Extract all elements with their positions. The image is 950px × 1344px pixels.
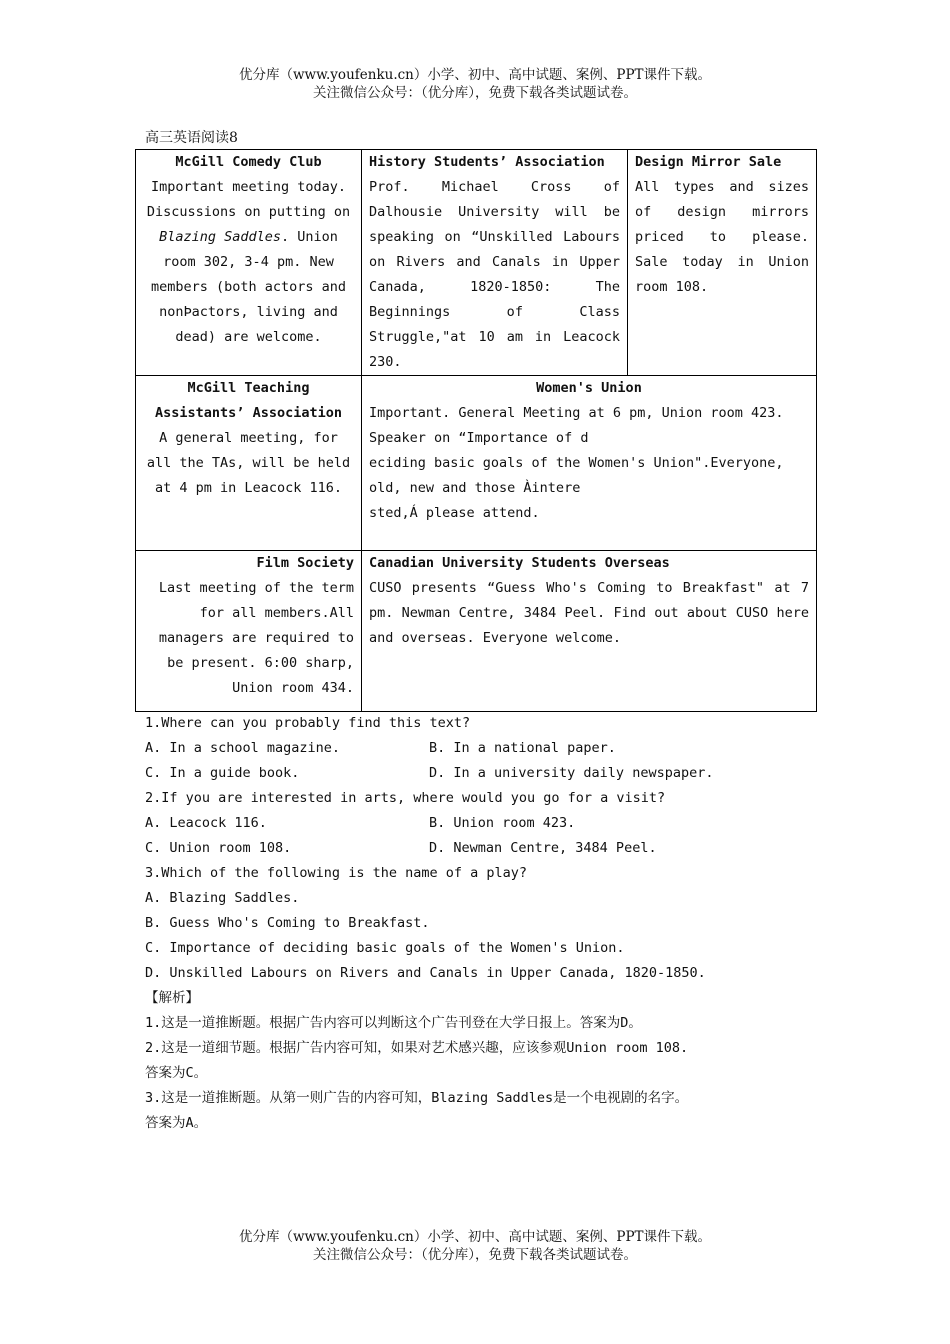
notice-comedy-club: [136, 150, 362, 376]
analysis-section: [145, 986, 825, 1136]
notice-title: Women's Union: [536, 380, 642, 396]
notice-body: Last meeting of the term for all members.All managers are required to be present. 6:00 sharp, Union room 434.: [158, 580, 354, 696]
option-c: C. Importance of deciding basic goals of the Women's Union.: [145, 940, 625, 956]
notice-title: Canadian University Students Overseas: [369, 555, 670, 571]
notice-title: History Students’ Association: [369, 154, 605, 170]
option-b: B. Guess Who's Coming to Breakfast.: [145, 915, 430, 931]
notice-body-line: sted,Á please attend.: [369, 505, 540, 521]
notice-title: Design Mirror Sale: [635, 154, 782, 170]
notice-body: CUSO presents “Guess Who's Coming to Breakfast" at 7 pm. Newman Centre, 3484 Peel. Find out about CUSO here and overseas. Everyone welcome.: [369, 580, 809, 646]
notice-body-text: . Union room 302, 3-4 pm. New members (both actors and nonÞactors, living and dead) are welcome.: [150, 229, 347, 345]
option-b: B. Union room 423.: [429, 815, 576, 831]
document-title: 高三英语阅读8: [145, 130, 238, 146]
header-line-2: 关注微信公众号：（优分库），免费下载各类试题试卷。: [313, 85, 637, 101]
notice-cuso: [362, 551, 817, 712]
option-b: B. In a national paper.: [429, 740, 616, 756]
options-row: [145, 836, 825, 861]
analysis-answer-1: 1.这是一道推断题。根据广告内容可以判断这个广告刊登在大学日报上。答案为D。: [145, 1015, 642, 1031]
notice-title: McGill Teaching Assistants’ Association: [155, 380, 342, 421]
analysis-answer-2: 2.这是一道细节题。根据广告内容可知，如果对艺术感兴趣，应该参观Union room 108.: [145, 1040, 689, 1056]
notice-teaching-assistants: [136, 376, 362, 551]
page-footer: [0, 1228, 950, 1264]
notice-body: All types and sizes of design mirrors priced to please. Sale today in Union room 108.: [635, 179, 809, 295]
option-a: A. In a school magazine.: [145, 740, 341, 756]
notice-body: [147, 179, 350, 345]
questions-section: [145, 711, 825, 1136]
question-1: [145, 711, 825, 786]
notice-body-line: Important. General Meeting at 6 pm, Union room 423. Speaker on “Importance of d: [369, 405, 784, 446]
play-title: Blazing Saddles: [159, 229, 281, 245]
option-a: A. Leacock 116.: [145, 815, 267, 831]
question-stem: 3.Which of the following is the name of a play?: [145, 865, 528, 881]
notice-history-students: [362, 150, 628, 376]
question-2: [145, 786, 825, 861]
option-c: C. In a guide book.: [145, 765, 300, 781]
notice-body: Prof. Michael Cross of Dalhousie University will be speaking on “Unskilled Labours on Rivers and Canals in Upper Canada, 1820-1850: The Beginnings of Class Struggle,"at 10 am in Leacock 230.: [369, 179, 620, 370]
notice-body: A general meeting, for all the TAs, will be held at 4 pm in Leacock 116.: [146, 430, 351, 496]
notices-row-2: [136, 376, 817, 551]
notice-design-mirror-sale: [628, 150, 817, 376]
options-row: [145, 811, 825, 836]
option-c: C. Union room 108.: [145, 840, 292, 856]
notices-row-1: [136, 150, 817, 376]
footer-line-1: 优分库（www.youfenku.cn）小学、初中、高中试题、案例、PPT课件下载。: [238, 1229, 712, 1245]
analysis-answer-3: 3.这是一道推断题。从第一则广告的内容可知，Blazing Saddles是一个电视剧的名字。: [145, 1090, 689, 1106]
notice-film-society: [136, 551, 362, 712]
analysis-heading: 【解析】: [145, 990, 199, 1006]
notices-row-3: [136, 551, 817, 712]
option-d: D. Unskilled Labours on Rivers and Canals in Upper Canada, 1820-1850.: [145, 965, 706, 981]
option-a: A. Blazing Saddles.: [145, 890, 300, 906]
question-stem: 1.Where can you probably find this text?: [145, 715, 471, 731]
header-line-1: 优分库（www.youfenku.cn）小学、初中、高中试题、案例、PPT课件下载。: [238, 67, 712, 83]
page-header: [0, 66, 950, 102]
analysis-answer-3-cont: 答案为A。: [145, 1115, 208, 1131]
notice-body-line: eciding basic goals of the Women's Union".Everyone, old, new and those Àintere: [369, 455, 784, 496]
options-row: [145, 736, 825, 761]
question-stem: 2.If you are interested in arts, where would you go for a visit?: [145, 790, 666, 806]
notice-title: Film Society: [256, 555, 354, 571]
question-3: [145, 861, 825, 986]
options-row: [145, 761, 825, 786]
footer-line-2: 关注微信公众号：（优分库），免费下载各类试题试卷。: [313, 1247, 637, 1263]
analysis-answer-2-cont: 答案为C。: [145, 1065, 208, 1081]
notices-table: [135, 149, 817, 712]
notice-title: McGill Comedy Club: [175, 154, 322, 170]
option-d: D. In a university daily newspaper.: [429, 765, 714, 781]
notice-womens-union: [362, 376, 817, 551]
option-d: D. Newman Centre, 3484 Peel.: [429, 840, 657, 856]
notice-body-text: Important meeting today. Discussions on putting on: [146, 179, 351, 220]
